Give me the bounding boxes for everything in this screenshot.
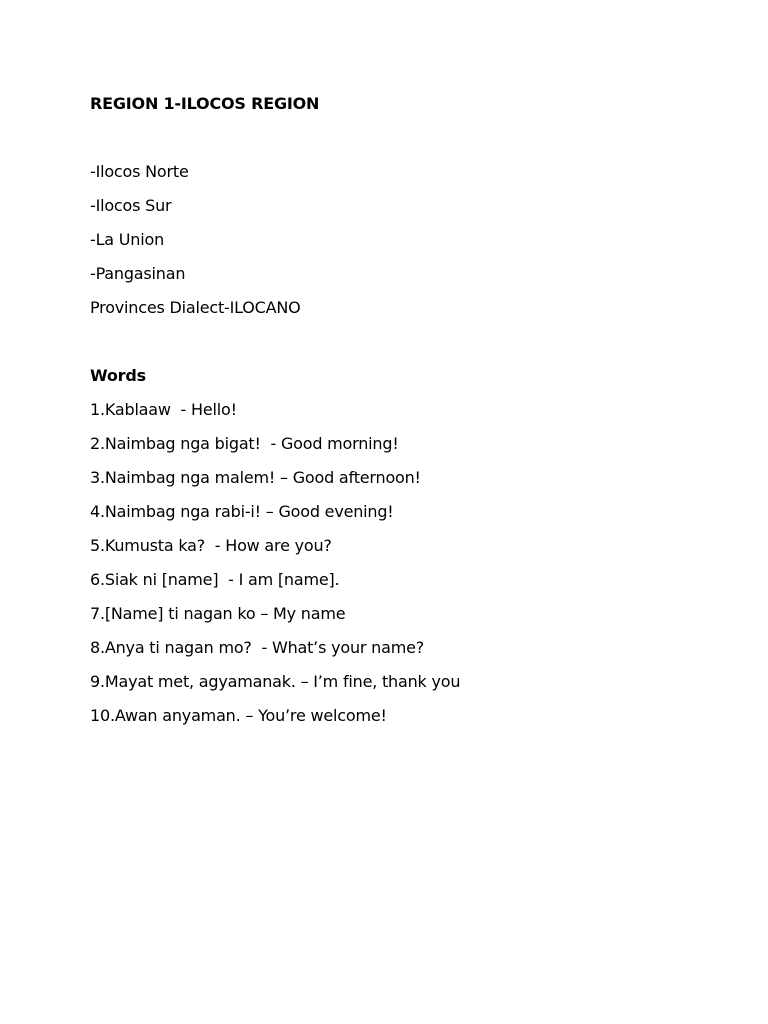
word-item: 8.Anya ti nagan mo? - What’s your name? (90, 638, 425, 657)
province-item: -Ilocos Norte (90, 162, 189, 181)
word-item: 7.[Name] ti nagan ko – My name (90, 604, 346, 623)
province-item: -Pangasinan (90, 264, 186, 283)
province-item: -Ilocos Sur (90, 196, 172, 215)
dialect-line: Provinces Dialect-ILOCANO (90, 298, 301, 317)
word-item: 4.Naimbag nga rabi-i! – Good evening! (90, 502, 394, 521)
word-item: 2.Naimbag nga bigat! - Good morning! (90, 434, 399, 453)
word-item: 9.Mayat met, agyamanak. – I’m fine, thank you (90, 672, 461, 691)
province-item: -La Union (90, 230, 165, 249)
document-title: REGION 1-ILOCOS REGION (90, 94, 320, 113)
words-heading: Words (90, 366, 146, 385)
word-item: 3.Naimbag nga malem! – Good afternoon! (90, 468, 421, 487)
word-item: 1.Kablaaw - Hello! (90, 400, 237, 419)
word-item: 6.Siak ni [name] - I am [name]. (90, 570, 340, 589)
word-item: 5.Kumusta ka? - How are you? (90, 536, 332, 555)
word-item: 10.Awan anyaman. – You’re welcome! (90, 706, 387, 725)
